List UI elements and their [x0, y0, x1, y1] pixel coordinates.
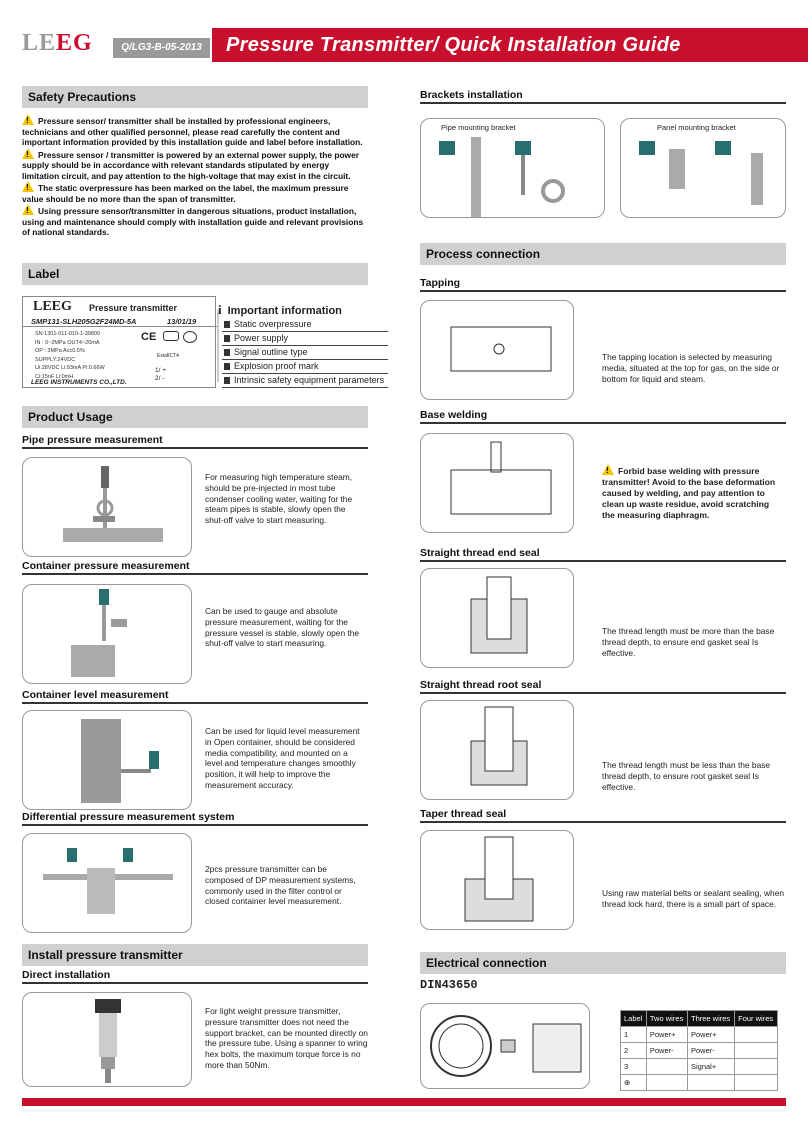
section-process: Process connection: [420, 243, 786, 265]
pin-labels: 1/ + 2/ -: [155, 367, 167, 382]
section-electrical: Electrical connection: [420, 952, 786, 974]
subheading-taper-seal: Taper thread seal: [420, 807, 786, 823]
safety-content: [22, 114, 368, 238]
taper-seal-illustration: [420, 830, 574, 930]
info-icon: i: [218, 302, 222, 317]
list-item: Signal outline type: [222, 346, 388, 360]
direct-install-text: For light weight pressure transmitter, pressure transmitter does not need the support bracket, can be mounted directly on the pressure tube. Using a spanner to wring hex bolts, the maximum torque force is no more than 50Nm.: [205, 1006, 368, 1070]
table-header: Label Two wires Three wires Four wires: [621, 1011, 778, 1027]
tapping-illustration: [420, 300, 574, 400]
section-product-usage: Product Usage: [22, 406, 368, 428]
subheading-differential: Differential pressure measurement system: [22, 810, 368, 826]
safety-text-1: Pressure sensor/ transmitter shall be installed by professional engineers, technicians and other qualified personnel, please read carefully the content and important information provided by this installation guide and label before installation.: [22, 116, 363, 147]
container-pressure-illustration: [22, 584, 192, 684]
level-measurement-illustration: [22, 710, 192, 810]
ex-marking: ExiaIICT4: [157, 353, 179, 359]
container-pressure-text: Can be used to gauge and absolute pressure measurement, waiting for the pressure vessel is stable, slowly open the shut-off valve to start measuring.: [205, 606, 360, 649]
taper-seal-text: Using raw material belts or sealant sealing, when thread lock hard, there is a small part of space.: [602, 888, 785, 909]
subheading-root-seal: Straight thread root seal: [420, 678, 786, 694]
table-row: 3 Signal+: [621, 1059, 778, 1075]
panel-bracket-illustration: [620, 118, 786, 218]
list-item: Static overpressure: [222, 318, 388, 332]
nameplate-company: LEEG INSTRUMENTS CO.,LTD.: [31, 379, 127, 386]
differential-text: 2pcs pressure transmitter can be composed of DP measurement systems, commonly used in the filter control or closed container level measurement.: [205, 864, 356, 907]
section-install: Install pressure transmitter: [22, 944, 368, 966]
ce-mark: CE: [141, 331, 157, 343]
din-connector-illustration: [420, 1003, 590, 1089]
subheading-end-seal: Straight thread end seal: [420, 546, 786, 562]
subheading-pipe: Pipe pressure measurement: [22, 433, 368, 449]
nameplate-date: 13/01/19: [167, 317, 197, 326]
subheading-welding: Base welding: [420, 408, 786, 424]
direct-install-illustration: [22, 992, 192, 1087]
level-measurement-text: Can be used for liquid level measurement in Open container, should be considered media compatibility, and mounted on a level and temperature changes smoothly position, it will help to improve the measurement accuracy.: [205, 726, 360, 790]
subheading-brackets: Brackets installation: [420, 88, 786, 104]
list-item: Explosion proof mark: [222, 360, 388, 374]
safety-text-2: Pressure sensor / transmitter is powered by an external power supply, the power supply should be in accordance with relevant standards stipulated by energy limitation circuit, and pay attention to the high-voltage that may exist in the circuit.: [22, 149, 359, 181]
important-info-list: [222, 318, 388, 388]
warning-icon: [22, 148, 34, 159]
subheading-container-pressure: Container pressure measurement: [22, 559, 368, 575]
table-row: 2 Power- Power-: [621, 1043, 778, 1059]
welding-illustration: [420, 433, 574, 533]
welding-warning: !Forbid base welding with pressure transmitter! Avoid to the base deformation caused by welding, and pay attention to clean up waste residue, avoid scratching the measuring diaphragm.: [602, 464, 784, 521]
connector-type: DIN43650: [420, 978, 478, 992]
safety-text-4: Using pressure sensor/transmitter in dangerous situations, product installation, using and maintenance should comply with installation guide and relevant provisions of national standards.: [22, 206, 364, 237]
section-safety: Safety Precautions: [22, 86, 368, 108]
pipe-measurement-illustration: [22, 457, 192, 557]
nameplate-model: SMP131-SLH205G2F24MD-5A: [31, 317, 137, 326]
wiring-table: [620, 1010, 778, 1091]
pipe-bracket-label: Pipe mounting bracket: [441, 123, 516, 132]
subheading-direct: Direct installation: [22, 968, 368, 984]
differential-pressure-illustration: [22, 833, 192, 933]
root-seal-illustration: [420, 700, 574, 800]
table-row: 1 Power+ Power+: [621, 1027, 778, 1043]
nameplate-specs: SN:1301-011-010-1-39800 IN : 0~2MPa OUT4~20mA OP : 3MPa Acc0.5% SUPPLY:24VDC Ui:28VDC Li:93mA Pi:0.66W Ci:15nF Li:0mH: [35, 331, 105, 380]
root-seal-text: The thread length must be less than the base thread depth, to ensure root gasket seal Is effective.: [602, 760, 771, 792]
callout-lines: [120, 300, 230, 390]
list-item: Power supply: [222, 332, 388, 346]
subheading-level: Container level measurement: [22, 688, 368, 704]
footer-bar: [22, 1098, 786, 1106]
page-title: Pressure Transmitter/ Quick Installation Guide: [212, 28, 808, 62]
warning-icon: [22, 181, 34, 192]
table-row: ⊕: [621, 1075, 778, 1091]
list-item: Intrinsic safety equipment parameters: [222, 374, 388, 388]
panel-bracket-label: Panel mounting bracket: [657, 123, 736, 132]
tapping-text: The tapping location is selected by measuring media, situated at the top for gas, on the side or bottom for liquid and steam.: [602, 352, 780, 384]
pipe-measurement-text: For measuring high temperature steam, should be pre-injected in most tube condenser cooling water, waiting for the steam pipes is stable, slowly open the shut-off valve to start measuring.: [205, 472, 353, 526]
warning-icon: [602, 464, 614, 475]
nameplate-brand: LEEG: [33, 299, 72, 314]
brand-logo: LEEG: [22, 30, 93, 56]
document-number: Q/LG3-B-05-2013: [113, 38, 210, 58]
nameplate-product: Pressure transmitter: [89, 303, 178, 313]
pipe-bracket-illustration: [420, 118, 605, 218]
warning-icon: [22, 114, 34, 125]
subheading-tapping: Tapping: [420, 276, 786, 292]
end-seal-text: The thread length must be more than the base thread depth, to ensure end gasket seal Is effective.: [602, 626, 775, 658]
section-label: Label: [22, 263, 368, 285]
safety-text-3: The static overpressure has been marked on the label, the maximum pressure value should be no more than the span of transmitter.: [22, 183, 349, 204]
end-seal-illustration: [420, 568, 574, 668]
warning-icon: [22, 204, 34, 215]
important-info-title: i Important information: [218, 302, 342, 317]
